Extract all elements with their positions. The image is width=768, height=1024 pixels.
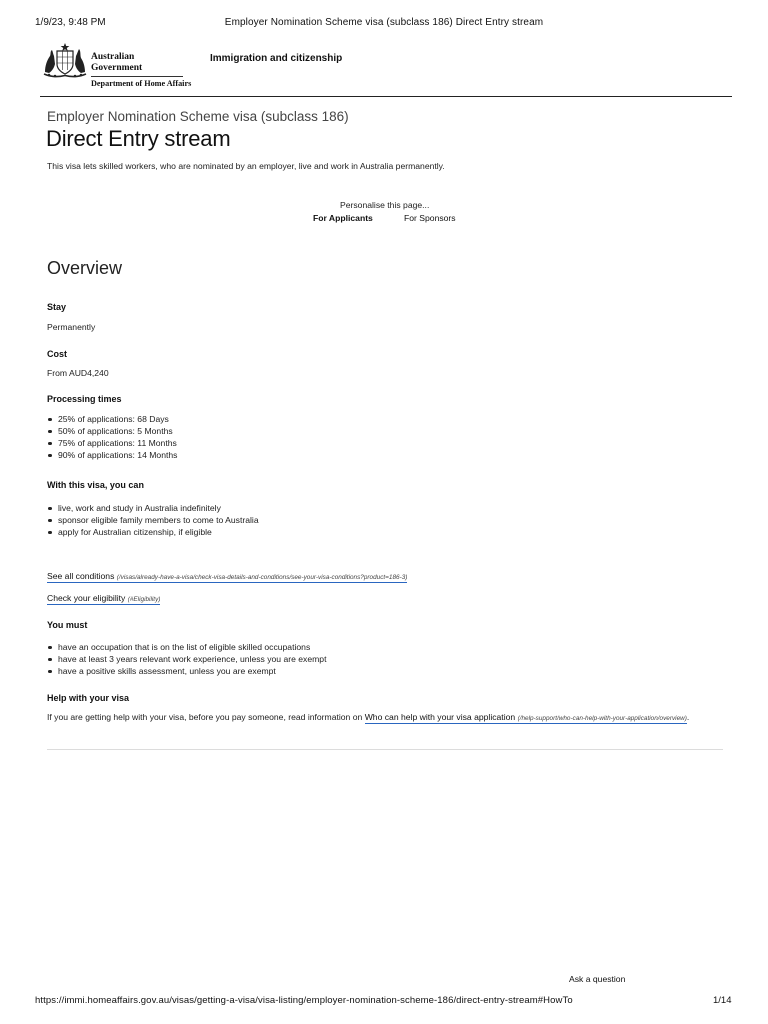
help-link-text: Who can help with your visa application bbox=[364, 712, 516, 722]
overview-heading: Overview bbox=[47, 258, 123, 278]
cost-value: From AUD4,240 bbox=[47, 368, 109, 378]
can-list bbox=[47, 502, 259, 538]
eligibility-row bbox=[47, 593, 160, 603]
cost-label: Cost bbox=[47, 349, 67, 359]
must-label: You must bbox=[47, 620, 88, 630]
must-list bbox=[47, 641, 326, 677]
print-url: https://immi.homeaffairs.gov.au/visas/getting-a-visa/visa-listing/employer-nomination-scheme-186/direct-entry-stream#HowTo bbox=[35, 995, 573, 1006]
page-number: 1/14 bbox=[713, 995, 732, 1006]
processing-label: Processing times bbox=[47, 394, 122, 404]
conditions-url: (/visas/already-have-a-visa/check-visa-details-and-conditions/see-your-visa-conditions?product=186-3) bbox=[116, 574, 408, 581]
help-text: If you are getting help with your visa, before you pay someone, read information on bbox=[47, 712, 365, 722]
list-item: 25% of applications: 68 Days bbox=[47, 413, 177, 425]
can-label: With this visa, you can bbox=[47, 480, 144, 490]
help-label: Help with your visa bbox=[47, 693, 130, 703]
personalise-label: Personalise this page... bbox=[340, 200, 430, 210]
print-title: Employer Nomination Scheme visa (subclass 186) Direct Entry stream bbox=[224, 17, 544, 28]
tab-for-applicants[interactable]: For Applicants bbox=[313, 213, 373, 223]
department-logo[interactable] bbox=[91, 52, 191, 89]
cost-section bbox=[47, 349, 109, 378]
ask-question-button[interactable]: Ask a question bbox=[569, 974, 626, 984]
list-item: 75% of applications: 11 Months bbox=[47, 437, 177, 449]
help-section bbox=[47, 693, 129, 703]
help-text-row bbox=[47, 712, 689, 722]
print-header bbox=[0, 17, 768, 31]
conditions-link-text: See all conditions bbox=[47, 571, 115, 581]
list-item: apply for Australian citizenship, if eligible bbox=[47, 526, 259, 538]
help-url: (/help-support/who-can-help-with-your-application/overview) bbox=[517, 715, 687, 722]
list-item: 50% of applications: 5 Months bbox=[47, 425, 177, 437]
tab-for-sponsors[interactable]: For Sponsors bbox=[404, 213, 456, 223]
list-item: have a positive skills assessment, unless you are exempt bbox=[47, 665, 326, 677]
coat-of-arms-icon bbox=[41, 42, 89, 78]
visa-name: Employer Nomination Scheme visa (subclass 186) bbox=[47, 109, 349, 124]
stay-label: Stay bbox=[47, 302, 67, 312]
list-item: have an occupation that is on the list of eligible skilled occupations bbox=[47, 641, 326, 653]
site-header bbox=[40, 40, 732, 97]
must-section bbox=[47, 620, 326, 677]
help-text-end: . bbox=[686, 712, 690, 722]
stay-section bbox=[47, 302, 95, 332]
processing-section bbox=[47, 394, 177, 461]
intro-text: This visa lets skilled workers, who are nominated by an employer, live and work in Australia permanently. bbox=[47, 161, 445, 171]
print-date: 1/9/23, 9:48 PM bbox=[35, 17, 106, 28]
eligibility-url: (#Eligibility) bbox=[127, 596, 161, 603]
conditions-row bbox=[47, 571, 407, 581]
check-eligibility-link[interactable] bbox=[47, 593, 160, 605]
section-divider bbox=[47, 749, 723, 750]
who-can-help-link[interactable] bbox=[364, 712, 690, 724]
list-item: live, work and study in Australia indefinitely bbox=[47, 502, 259, 514]
stay-value: Permanently bbox=[47, 322, 96, 332]
can-section bbox=[47, 480, 259, 538]
page-title: Direct Entry stream bbox=[46, 126, 231, 151]
processing-list bbox=[47, 413, 177, 461]
see-all-conditions-link[interactable] bbox=[47, 571, 407, 583]
list-item: 90% of applications: 14 Months bbox=[47, 449, 177, 461]
gov-name: Australian Government bbox=[91, 52, 183, 77]
list-item: have at least 3 years relevant work experience, unless you are exempt bbox=[47, 653, 326, 665]
list-item: sponsor eligible family members to come to Australia bbox=[47, 514, 259, 526]
eligibility-link-text: Check your eligibility bbox=[47, 593, 126, 603]
department-name: Department of Home Affairs bbox=[91, 79, 192, 88]
nav-immigration-citizenship[interactable]: Immigration and citizenship bbox=[210, 53, 343, 64]
